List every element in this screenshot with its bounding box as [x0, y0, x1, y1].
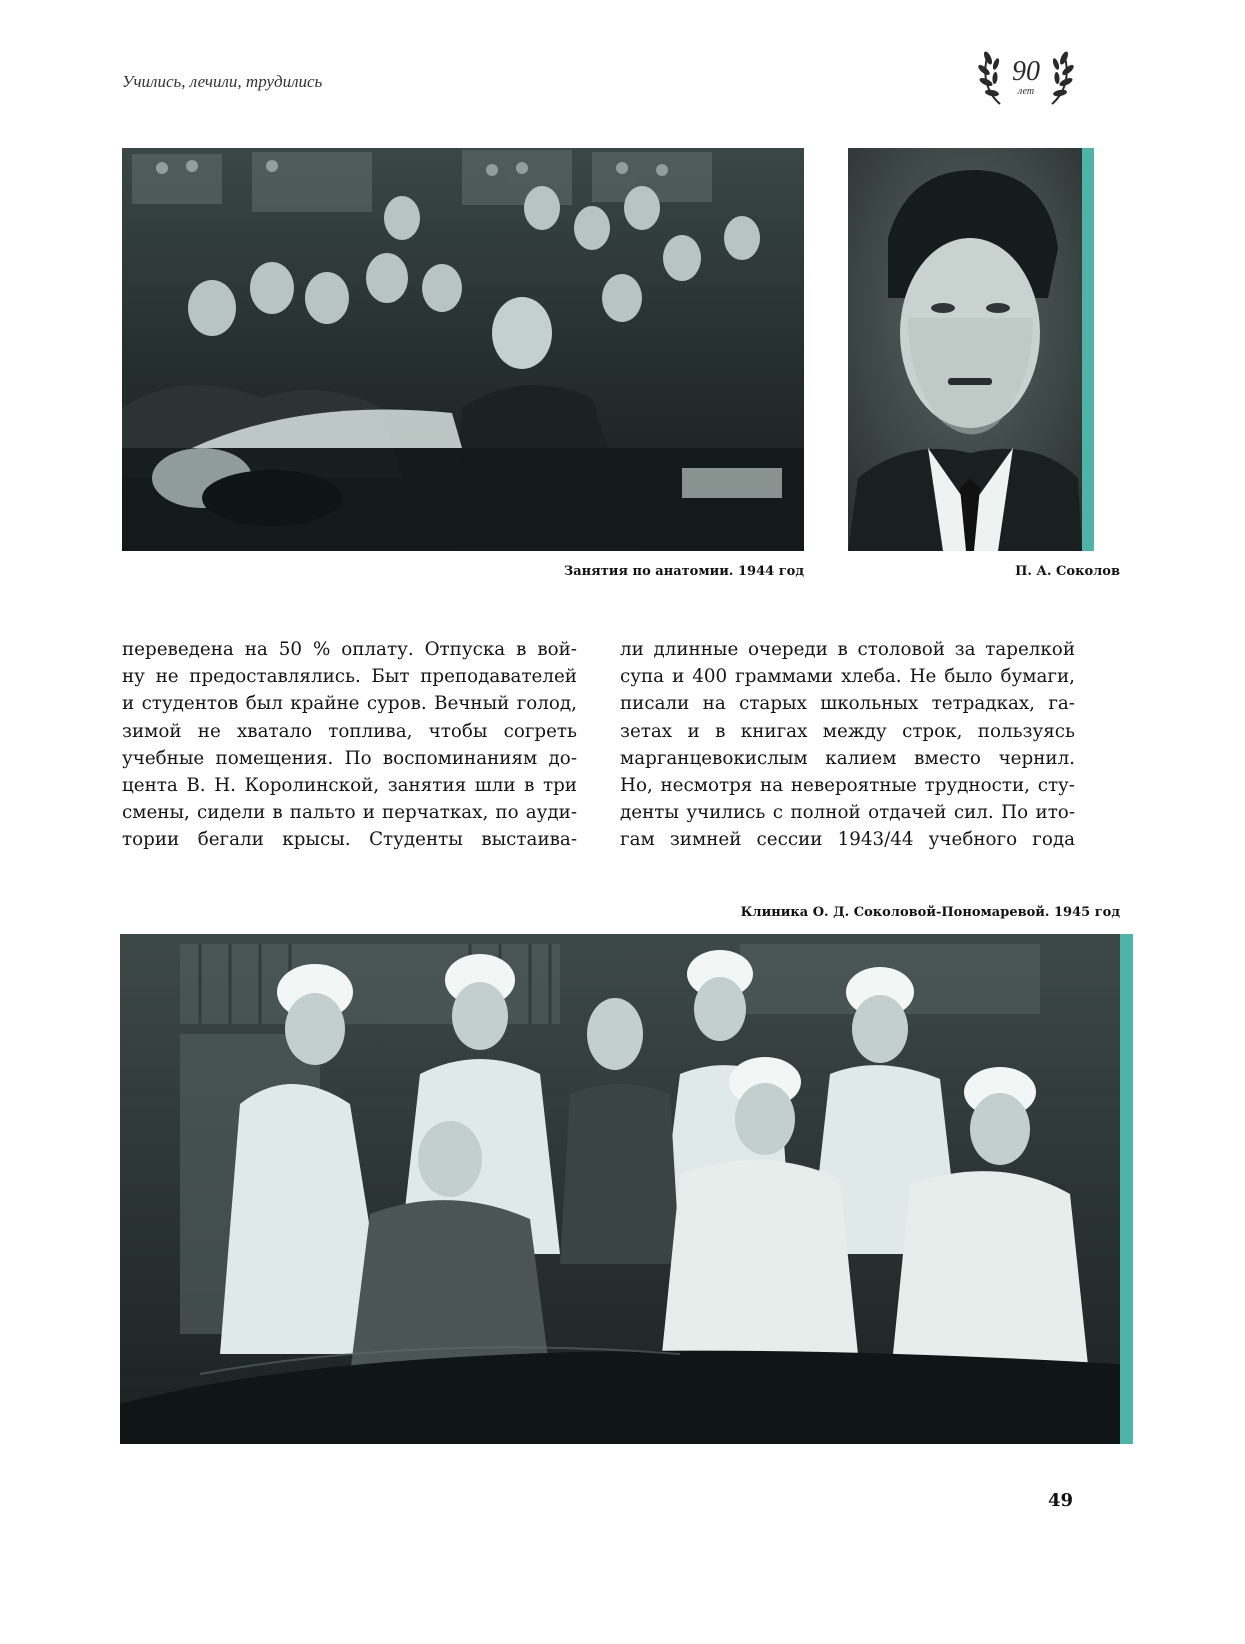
emblem-number: 90	[1012, 56, 1040, 87]
text-line: ли длинные очереди в столовой за тарелкой	[620, 639, 1075, 660]
text-line: супа и 400 граммами хлеба. Не было бумаги,	[620, 666, 1075, 688]
body-text-left-column	[122, 636, 577, 854]
text-line: марганцевокислым калием вместо чернил.	[620, 747, 1075, 769]
text-line: цента В. Н. Королинской, занятия шли в три	[122, 775, 577, 797]
text-line: смены, сидели в пальто и перчатках, по ауди-	[122, 802, 577, 824]
text-line: переведена на 50 % оплату. Отпуска в вой-	[122, 639, 577, 660]
clinic-photo-caption: Клиника О. Д. Соколовой-Пономаревой. 1945 год	[740, 905, 1120, 920]
text-line: ну не предоставлялись. Быт преподавателей	[122, 666, 577, 688]
text-line: тории бегали крысы. Студенты выстаива-	[122, 829, 577, 851]
page-number: 49	[1047, 1490, 1073, 1511]
emblem-subtext: лет	[1017, 86, 1035, 97]
running-title: Учились, лечили, трудились	[122, 72, 323, 91]
text-line: зимой не хватало топлива, чтобы согреть	[122, 720, 577, 742]
text-line: денты учились с полной отдачей сил. По ито-	[620, 802, 1075, 824]
accent-bar-top	[1082, 148, 1094, 551]
anatomy-photo-caption: Занятия по анатомии. 1944 год	[563, 564, 804, 579]
body-text-right-column	[620, 636, 1075, 854]
text-line: писали на старых школьных тетрадках, га-	[620, 693, 1075, 715]
text-line: и студентов был крайне суров. Вечный голод,	[122, 693, 577, 715]
text-line: гам зимней сессии 1943/44 учебного года	[620, 829, 1075, 851]
anatomy-class-photo	[122, 148, 804, 551]
sokolov-portrait	[848, 148, 1082, 551]
text-line: учебные помещения. По воспоминаниям до-	[122, 747, 577, 769]
anniversary-laurel-emblem	[978, 34, 1074, 114]
clinic-staff-group-photo	[120, 934, 1120, 1444]
accent-bar-bottom	[1120, 934, 1133, 1444]
sokolov-photo-caption: П. А. Соколов	[1015, 564, 1120, 579]
text-line: Но, несмотря на невероятные трудности, сту-	[620, 775, 1075, 797]
text-line: зетах и в книгах между строк, пользуясь	[620, 720, 1075, 742]
